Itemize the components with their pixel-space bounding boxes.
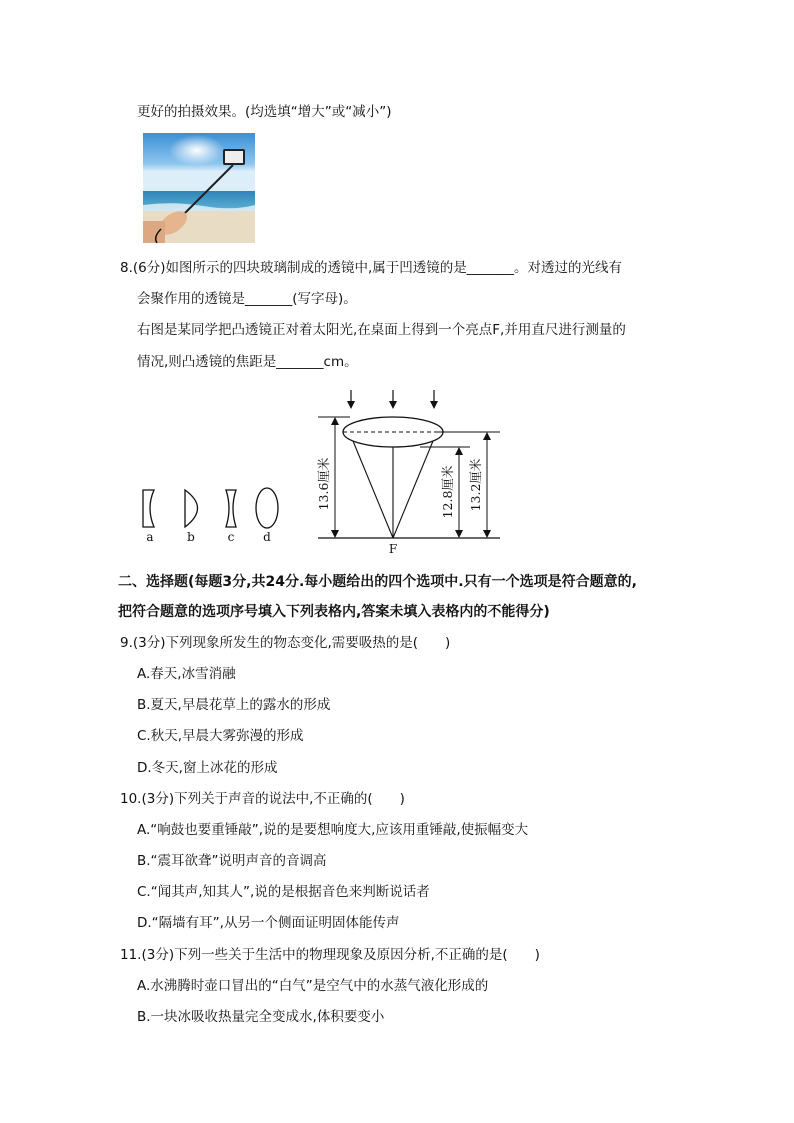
lens-label-d: d xyxy=(263,530,271,544)
q8-stem-line3: 右图是某同学把凸透镜正对着太阳光,在桌面上得到一个亮点F,并用直尺进行测量的 xyxy=(137,322,626,338)
q9-stem: 9.(3分)下列现象所发生的物态变化,需要吸热的是( ) xyxy=(120,635,451,651)
lens-label-a: a xyxy=(146,530,154,544)
q9-option-d: D.冬天,窗上冰花的形成 xyxy=(137,760,278,776)
q9-option-c: C.秋天,早晨大雾弥漫的形成 xyxy=(137,728,304,744)
focal-length-diagram xyxy=(316,390,500,556)
q10-stem: 10.(3分)下列关于声音的说法中,不正确的( ) xyxy=(120,791,405,807)
q11-stem: 11.(3分)下列一些关于生活中的物理现象及原因分析,不正确的是( ) xyxy=(120,947,540,963)
q8-stem-line1: 8.(6分)如图所示的四块玻璃制成的透镜中,属于凹透镜的是_______。对透过的光线有 xyxy=(120,260,623,276)
q11-option-b: B.一块冰吸收热量完全变成水,体积要变小 xyxy=(137,1009,385,1025)
q10-option-b: B.“震耳欲聋”说明声音的音调高 xyxy=(137,853,327,869)
q10-option-c: C.“闻其声,知其人”,说的是根据音色来判断说话者 xyxy=(137,884,430,900)
lens-b xyxy=(185,490,198,527)
lens-figure xyxy=(0,0,794,560)
dim-label-13-2: 13.2厘米 xyxy=(468,458,483,512)
lens-c xyxy=(226,490,236,527)
q9-option-a: A.春天,冰雪消融 xyxy=(137,666,236,682)
lens-label-b: b xyxy=(187,530,195,544)
focus-point-label: F xyxy=(388,542,398,556)
lens-label-c: c xyxy=(227,530,235,544)
q9-option-b: B.夏天,早晨花草上的露水的形成 xyxy=(137,697,331,713)
q10-option-d: D.“隔墙有耳”,从另一个侧面证明固体能传声 xyxy=(137,915,400,931)
section2-heading-line2: 把符合题意的选项序号填入下列表格内,答案未填入表格内的不能得分) xyxy=(118,604,550,620)
q11-option-a: A.水沸腾时壶口冒出的“白气”是空气中的水蒸气液化形成的 xyxy=(137,978,489,994)
lens-d xyxy=(256,488,278,528)
q8-stem-line4: 情况,则凸透镜的焦距是_______cm。 xyxy=(137,354,358,370)
q7-tail-text: 更好的拍摄效果。(均选填“增大”或“减小”) xyxy=(137,104,392,120)
lens-a xyxy=(143,490,154,527)
q10-option-a: A.“响鼓也要重锤敲”,说的是要想响度大,应该用重锤敲,使振幅变大 xyxy=(137,822,529,838)
section2-heading-line1: 二、选择题(每题3分,共24分.每小题给出的四个选项中.只有一个选项是符合题意的, xyxy=(118,574,637,590)
dim-label-12-8: 12.8厘米 xyxy=(440,465,455,519)
dim-label-13-6: 13.6厘米 xyxy=(316,457,331,511)
q8-stem-line2: 会聚作用的透镜是_______(写字母)。 xyxy=(137,291,357,307)
